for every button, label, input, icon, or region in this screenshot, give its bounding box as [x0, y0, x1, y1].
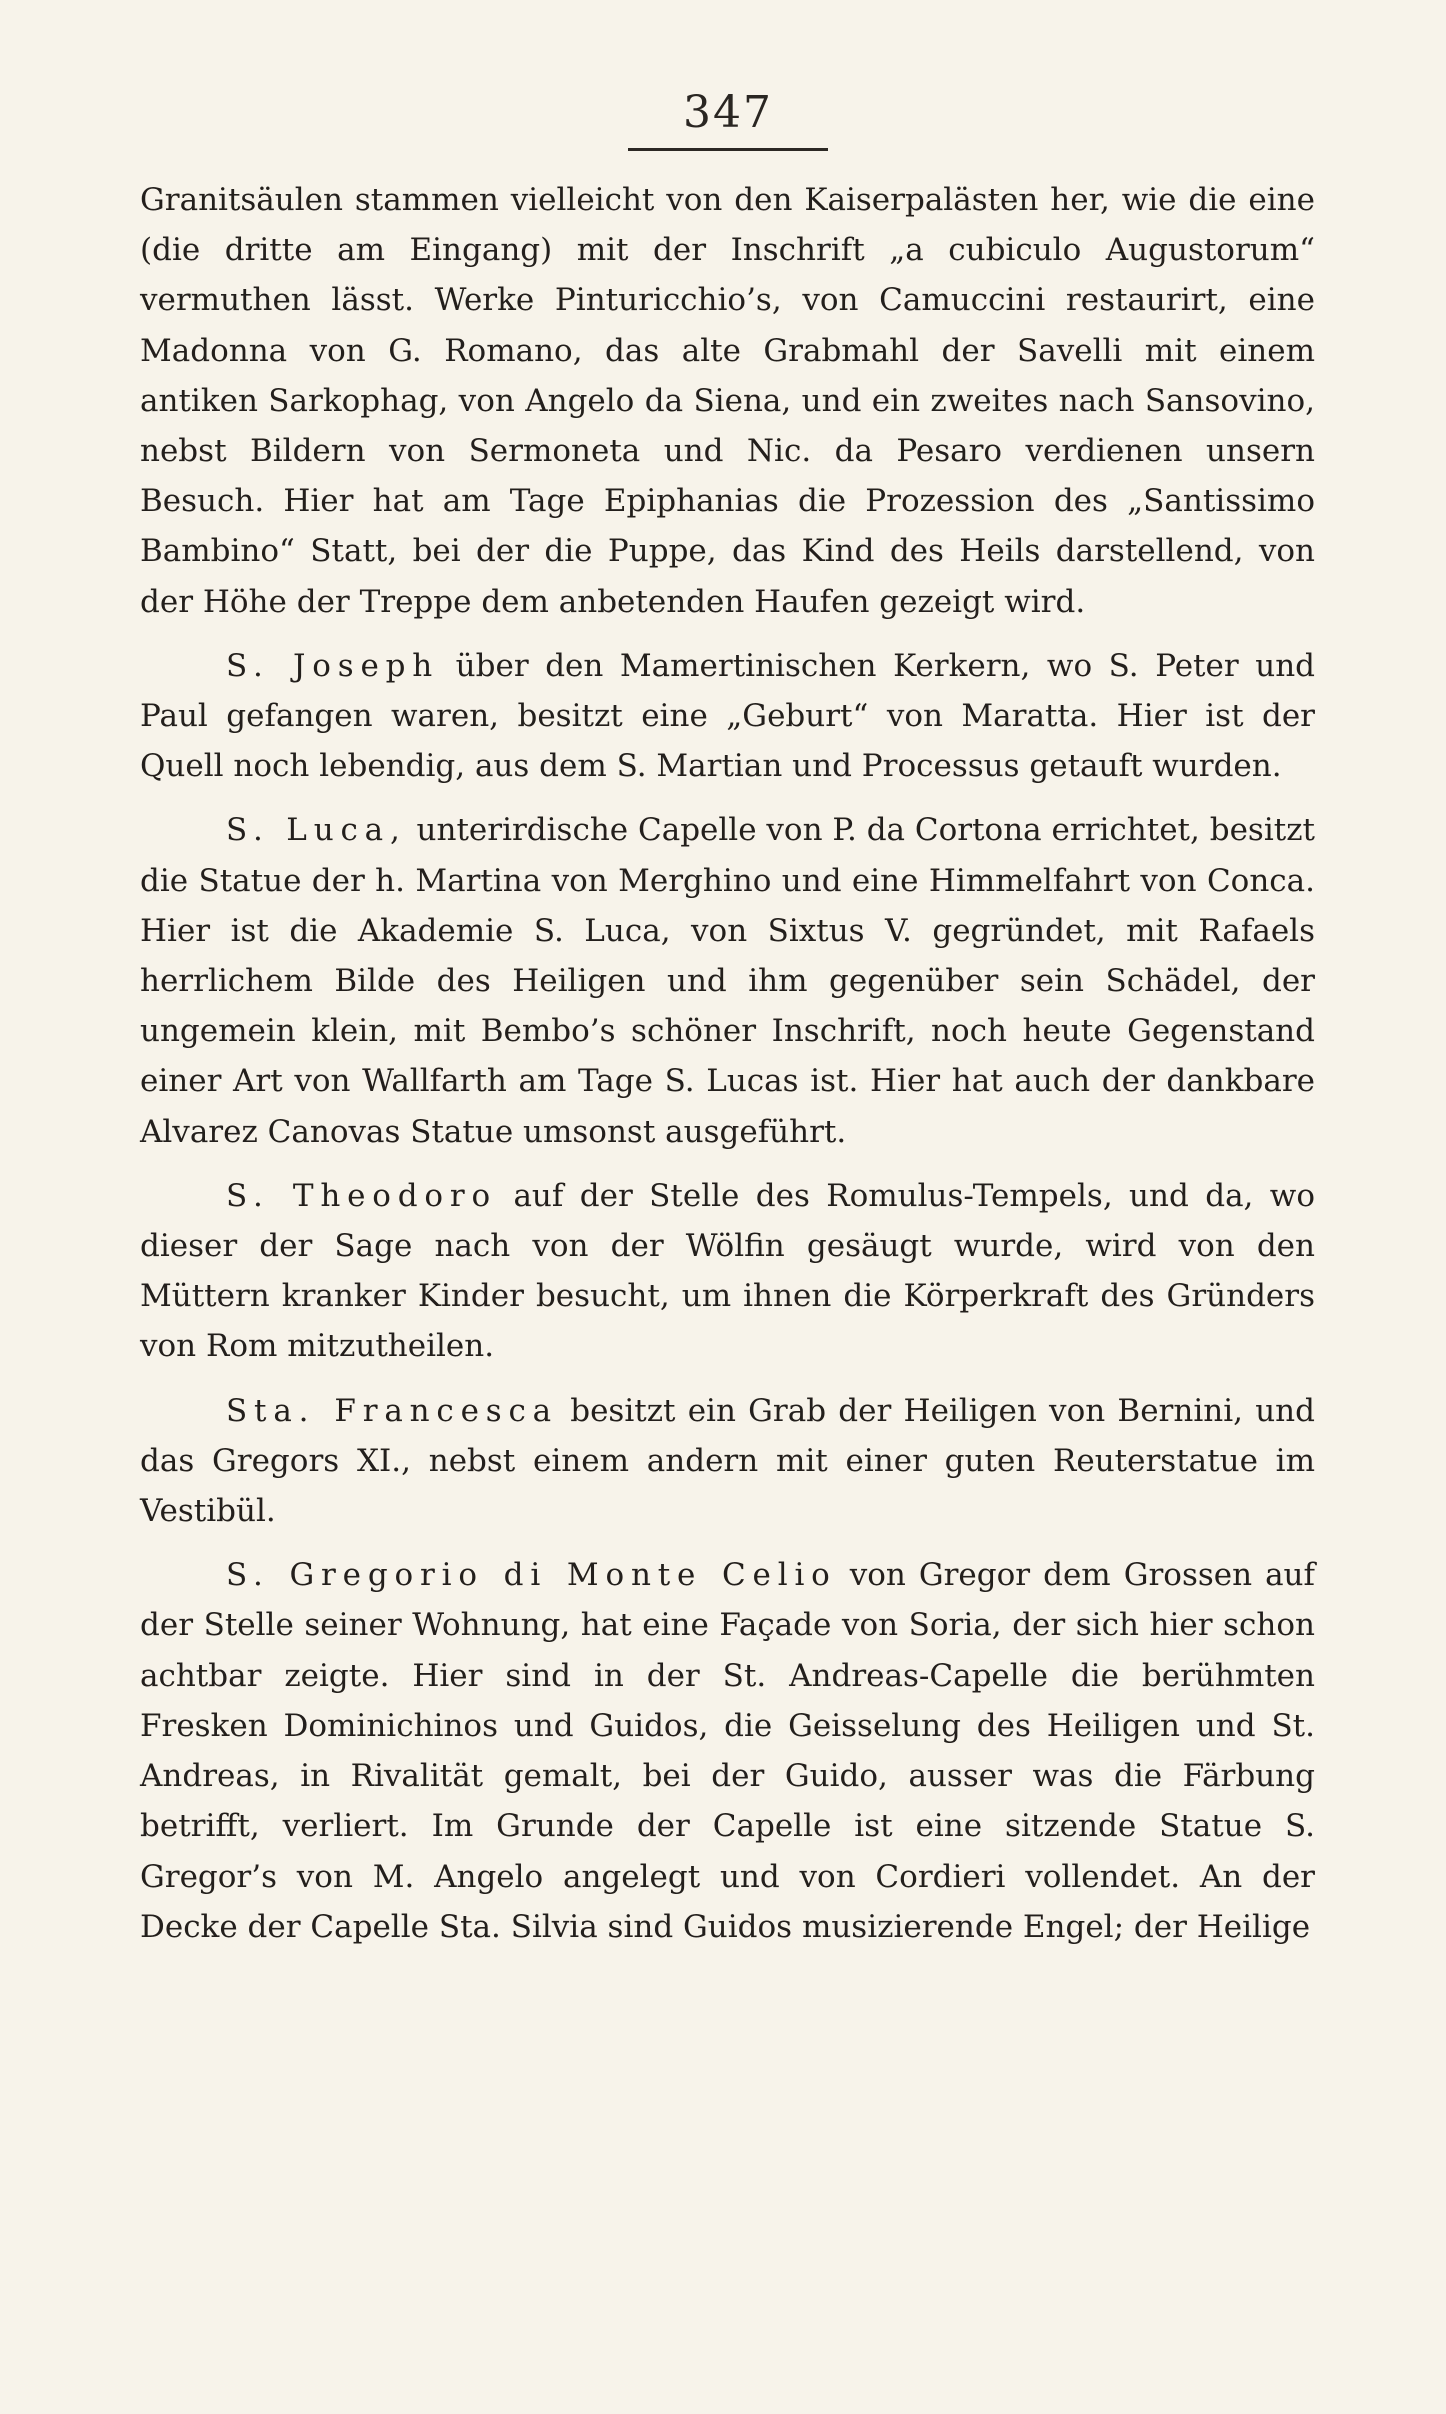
paragraph-text: auf der Stelle des Romulus-Tempels, und da, wo dieser der Sage nach von der Wölfin gesäugt wurde, wird von den Müttern kranker Kinder besucht, um ihnen die Körperkraft des Gründers von Rom mitzutheilen.	[140, 1177, 1315, 1365]
paragraph-text: über den Mamertinischen Kerkern, wo S. Peter und Paul gefangen waren, besitzt eine „Geburt“ von Maratta. Hier ist der Quell noch lebendig, aus dem S. Martian und Processus getauft wurden.	[140, 647, 1316, 785]
church-heading: Sta. Francesca	[226, 1392, 558, 1429]
church-heading: S. Luca,	[226, 812, 407, 849]
paragraph-text: von Gregor dem Grossen auf der Stelle seiner Wohnung, hat eine Façade von Soria, der sich hier schon achtbar zeigte. Hier sind in der St. Andreas-Capelle die berühmten Fresken Dominichinos und Guidos, die Geisselung des Heiligen und St. Andreas, in Rivalität gemalt, bei der Guido, ausser was die Färbung betrifft, verliert. Im Grunde der Capelle ist eine sitzende Statue S. Gregor’s von M. Angelo angelegt und von Cordieri vollendet. An der Decke der Capelle Sta. Silvia sind Guidos musizierende Engel; der Heilige	[140, 1557, 1315, 1945]
paragraph	[140, 1171, 1315, 1372]
body-text	[140, 175, 1315, 1952]
paragraph-text: unterirdische Capelle von P. da Cortona errichtet, besitzt die Statue der h. Martina von Merghino und eine Himmelfahrt von Conca. Hier ist die Akademie S. Luca, von Sixtus V. gegründet, mit Rafaels herrlichem Bilde des Heiligen und ihm gegenüber sein Schädel, der ungemein klein, mit Bembo’s schöner Inschrift, noch heute Gegenstand einer Art von Wallfarth am Tage S. Lucas ist. Hier hat auch der dankbare Alvarez Canovas Statue umsonst ausgeführt.	[140, 812, 1315, 1150]
paragraph	[140, 1386, 1315, 1537]
paragraph	[140, 805, 1315, 1156]
church-heading: S. Theodoro	[226, 1177, 498, 1214]
church-heading: S. Gregorio di Monte Celio	[226, 1557, 837, 1594]
church-heading: S. Joseph	[226, 647, 440, 684]
page-number: 347	[683, 87, 773, 138]
paragraph-text: besitzt ein Grab der Heiligen von Bernini, und das Gregors XI., nebst einem andern mit einer guten Reuterstatue im Vestibül.	[140, 1392, 1315, 1530]
paragraph	[140, 641, 1315, 792]
paragraph-text: Granitsäulen stammen vielleicht von den Kaiserpalästen her, wie die eine (die dritte am Eingang) mit der Inschrift „a cubiculo Augustorum“ vermuthen lässt. Werke Pinturicchio’s, von Camuccini restaurirt, eine Madonna von G. Romano, das alte Grabmahl der Savelli mit einem antiken Sarkophag, von Angelo da Siena, und ein zweites nach Sansovino, nebst Bildern von Sermoneta und Nic. da Pesaro verdienen unsern Besuch. Hier hat am Tage Epiphanias die Prozession des „Santissimo Bambino“ Statt, bei der die Puppe, das Kind des Heils darstellend, von der Höhe der Treppe dem anbetenden Haufen gezeigt wird.	[140, 182, 1315, 620]
page-header	[628, 84, 828, 164]
paragraph	[140, 1550, 1315, 1952]
header-rule	[628, 148, 828, 151]
paragraph	[140, 175, 1315, 627]
